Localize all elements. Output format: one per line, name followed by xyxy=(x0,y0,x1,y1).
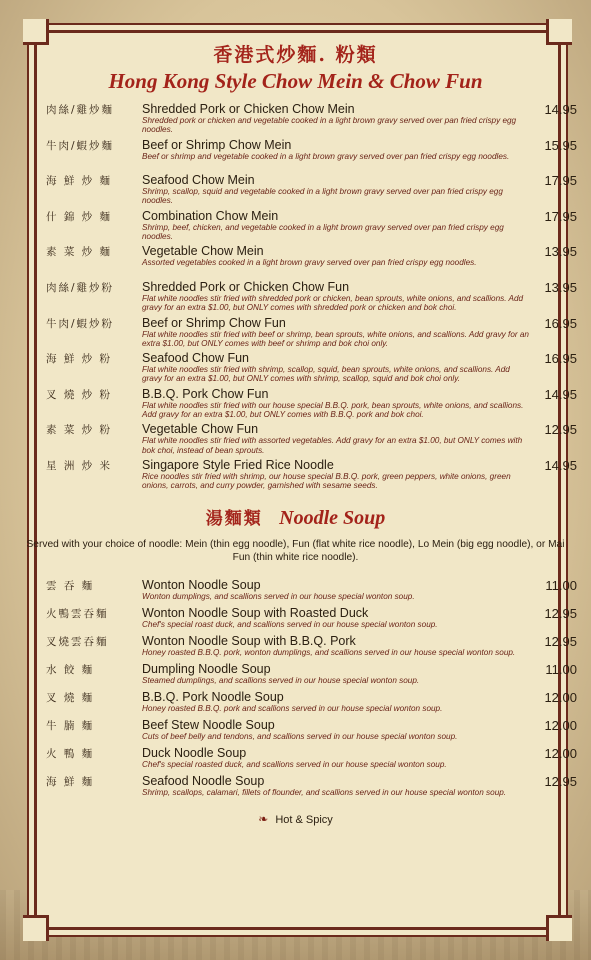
menu-item-price: 11.00 xyxy=(545,577,577,593)
menu-item-description: Honey roasted B.B.Q. pork and scallions served in our house special wonton soup. xyxy=(142,703,443,713)
menu-item-description: Rice noodles stir fried with shrimp, our house special B.B.Q. pork, green peppers, white onions, green onions, carrots, and curry powder, garnished with sesame seeds. xyxy=(142,471,511,491)
menu-item xyxy=(0,387,591,423)
soup-section-title-cn: 湯麵類 xyxy=(205,508,263,529)
menu-item xyxy=(0,662,591,690)
menu-item-name: Seafood Chow Mein xyxy=(142,173,255,188)
menu-item-price: 16.95 xyxy=(544,351,577,367)
menu-item-chinese-name: 水 餃 麵 xyxy=(46,663,95,676)
menu-item-description: Assorted vegetables cooked in a light brown gravy served over pan fried crispy egg noodles. xyxy=(142,258,477,268)
menu-item-chinese-name: 火 鴨 麵 xyxy=(46,747,95,760)
menu-item-name: Wonton Noodle Soup with Roasted Duck xyxy=(142,605,369,620)
menu-item-price: 17.95 xyxy=(544,173,577,189)
menu-item-name: Seafood Chow Fun xyxy=(142,351,250,366)
menu-item-name: Shredded Pork or Chicken Chow Fun xyxy=(142,279,350,294)
menu-item-chinese-name: 海 鮮 麵 xyxy=(46,775,95,788)
menu-item-chinese-name: 叉 燒 麵 xyxy=(46,691,95,704)
menu-item-price: 15.95 xyxy=(544,137,577,153)
menu-item-chinese-name: 海 鮮 炒 粉 xyxy=(46,353,113,366)
frame-corner xyxy=(23,915,49,941)
menu-item-price: 12.95 xyxy=(544,605,577,621)
menu-item xyxy=(0,606,591,634)
menu-item-name: Wonton Noodle Soup xyxy=(142,577,261,592)
menu-item-price: 13.95 xyxy=(544,279,577,295)
chow-section-title-en: Hong Kong Style Chow Mein & Chow Fun xyxy=(108,69,483,93)
menu-item-description: Honey roasted B.B.Q. pork, wonton dumplings, and scallions served in our house special wonton soup. xyxy=(142,647,516,657)
menu-item-price: 12.95 xyxy=(544,773,577,789)
menu-item-name: Combination Chow Mein xyxy=(142,208,279,223)
menu-item xyxy=(0,458,591,494)
menu-item-name: B.B.Q. Pork Chow Fun xyxy=(142,386,269,401)
menu-item xyxy=(0,774,591,802)
menu-item-description: Shredded pork or chicken and vegetable cooked in a light brown gravy served over pan fried crispy egg noodles. xyxy=(142,116,517,135)
menu-item-chinese-name: 海 鮮 炒 麵 xyxy=(46,175,113,188)
menu-item-price: 12.00 xyxy=(544,689,577,705)
noodle-choice-note: Served with your choice of noodle: Mein (thin egg noodle), Fun (flat white rice noodle), Lo Mein (big egg noodle), or Mai Fun (thin white rice noodle). xyxy=(26,538,565,563)
menu-item-description: Chef's special roast duck, and scallions served in our house special wonton soup. xyxy=(142,619,438,629)
menu-item-price: 14.95 xyxy=(544,102,577,117)
menu-item xyxy=(0,138,591,174)
menu-item xyxy=(0,102,591,138)
menu-item-name: Vegetable Chow Fun xyxy=(142,422,259,437)
menu-item xyxy=(0,634,591,662)
menu-item-price: 12.00 xyxy=(544,717,577,733)
spicy-legend-label: Hot & Spicy xyxy=(275,813,333,826)
menu-item-chinese-name: 星 洲 炒 米 xyxy=(46,459,113,472)
menu-item-price: 14.95 xyxy=(544,457,577,473)
menu-item-description: Shrimp, scallops, calamari, fillets of flounder, and scallions served in our house special wonton soup. xyxy=(142,787,507,797)
soup-section-title xyxy=(0,504,591,530)
menu-item xyxy=(0,173,591,209)
menu-item-price: 12.00 xyxy=(544,745,577,761)
menu-item-chinese-name: 叉燒雲吞麵 xyxy=(46,635,109,648)
menu-item xyxy=(0,690,591,718)
menu-item-name: Beef or Shrimp Chow Fun xyxy=(142,315,286,330)
menu-item-description: Beef or shrimp and vegetable cooked in a light brown gravy served over pan fried crispy egg noodles. xyxy=(142,151,510,161)
menu-item-name: Singapore Style Fried Rice Noodle xyxy=(142,457,334,472)
spicy-legend xyxy=(0,812,591,826)
menu-item-chinese-name: 牛肉/蝦炒麵 xyxy=(46,139,115,152)
menu-item-name: Dumpling Noodle Soup xyxy=(142,661,271,676)
menu-item-description: Cuts of beef belly and tendons, and scallions served in our house special wonton soup. xyxy=(142,731,458,741)
menu-item xyxy=(0,244,591,280)
menu-item-name: Beef or Shrimp Chow Mein xyxy=(142,137,292,152)
pepper-icon: ❧ xyxy=(258,811,269,826)
menu-item-price: 13.95 xyxy=(544,244,577,260)
menu-item-chinese-name: 雲 吞 麵 xyxy=(46,579,95,592)
menu-item-name: Wonton Noodle Soup with B.B.Q. Pork xyxy=(142,633,356,648)
menu-item-chinese-name: 叉 燒 炒 粉 xyxy=(46,388,113,401)
menu-item xyxy=(0,209,591,245)
menu-item-description: Flat white noodles stir fried with assorted vegetables. Add gravy for an extra $1.00, but ONLY comes with bok choi, instead of bean sprouts. xyxy=(142,436,523,455)
menu-item xyxy=(0,422,591,458)
chow-section-title-cn: 香港式炒麵. 粉類 xyxy=(213,44,378,66)
menu-item xyxy=(0,718,591,746)
menu-item-description: Shrimp, beef, chicken, and vegetable cooked in a light brown gravy served over pan fried crispy egg noodles. xyxy=(142,222,504,242)
menu-item xyxy=(0,746,591,774)
menu-item-name: Duck Noodle Soup xyxy=(142,745,247,760)
menu-item-price: 17.95 xyxy=(544,208,577,224)
menu-item-name: Beef Stew Noodle Soup xyxy=(142,717,275,732)
menu-item xyxy=(0,280,591,316)
menu-item-chinese-name: 火鴨雲吞麵 xyxy=(46,607,109,620)
menu-item-price: 11.00 xyxy=(545,661,577,677)
menu-item-price: 12.95 xyxy=(544,422,577,438)
menu-item-name: B.B.Q. Pork Noodle Soup xyxy=(142,689,284,704)
menu-item-chinese-name: 肉絲/雞炒麵 xyxy=(46,104,115,116)
soup-item-list xyxy=(0,578,591,802)
menu-item xyxy=(0,578,591,606)
menu-item-description: Flat white noodles stir fried with beef or shrimp, bean sprouts, white onions, and scallions. Add gravy for an extra $1.00, but ONLY comes with beef or shrimp and bok choi only. xyxy=(142,329,529,348)
menu-item-chinese-name: 牛 腩 麵 xyxy=(46,719,95,732)
menu-item-name: Shredded Pork or Chicken Chow Mein xyxy=(142,102,355,116)
menu-item-price: 14.95 xyxy=(544,386,577,402)
menu-item xyxy=(0,351,591,387)
menu-item xyxy=(0,316,591,352)
menu-item-chinese-name: 肉絲/雞炒粉 xyxy=(46,281,115,294)
menu-item-name: Seafood Noodle Soup xyxy=(142,773,265,788)
menu-item-price: 12.95 xyxy=(544,633,577,649)
menu-item-chinese-name: 素 菜 炒 麵 xyxy=(46,246,113,259)
menu-item-name: Vegetable Chow Mein xyxy=(142,244,264,259)
menu-item-description: Flat white noodles stir fried with shredded pork or chicken, bean sprouts, white onions, and scallions. Add gravy for an extra $1.00, but ONLY comes with shredded pork or chicken and bok choi. xyxy=(142,293,524,313)
menu-item-price: 16.95 xyxy=(544,315,577,331)
chow-item-list xyxy=(0,102,591,494)
menu-item-chinese-name: 牛肉/蝦炒粉 xyxy=(46,317,115,330)
menu-item-description: Chef's special roasted duck, and scallions served in our house special wonton soup. xyxy=(142,759,447,769)
menu-item-description: Flat white noodles stir fried with shrimp, scallop, squid, bean sprouts, white onions, and scallions. Add gravy for an extra $1.00, but ONLY comes with shrimp, scallop, squid and bok choi only. xyxy=(142,365,510,384)
frame-corner xyxy=(546,915,572,941)
menu-item-chinese-name: 什 錦 炒 麵 xyxy=(46,210,113,223)
menu-item-description: Steamed dumplings, and scallions served in our house special wonton soup. xyxy=(142,675,420,685)
soup-section-title-en: Noodle Soup xyxy=(279,506,386,529)
menu-item-description: Flat white noodles stir fried with our house special B.B.Q. pork, bean sprouts, white onions, and scallions. Add gravy for an extra $1.00, but ONLY comes with B.B.Q. pork and bok choi. xyxy=(142,400,524,420)
menu-item-description: Shrimp, scallop, squid and vegetable cooked in a light brown gravy served over pan fried crispy egg noodles. xyxy=(142,187,503,206)
menu-item-chinese-name: 素 菜 炒 粉 xyxy=(46,424,113,437)
menu-item-description: Wonton dumplings, and scallions served in our house special wonton soup. xyxy=(142,591,415,601)
